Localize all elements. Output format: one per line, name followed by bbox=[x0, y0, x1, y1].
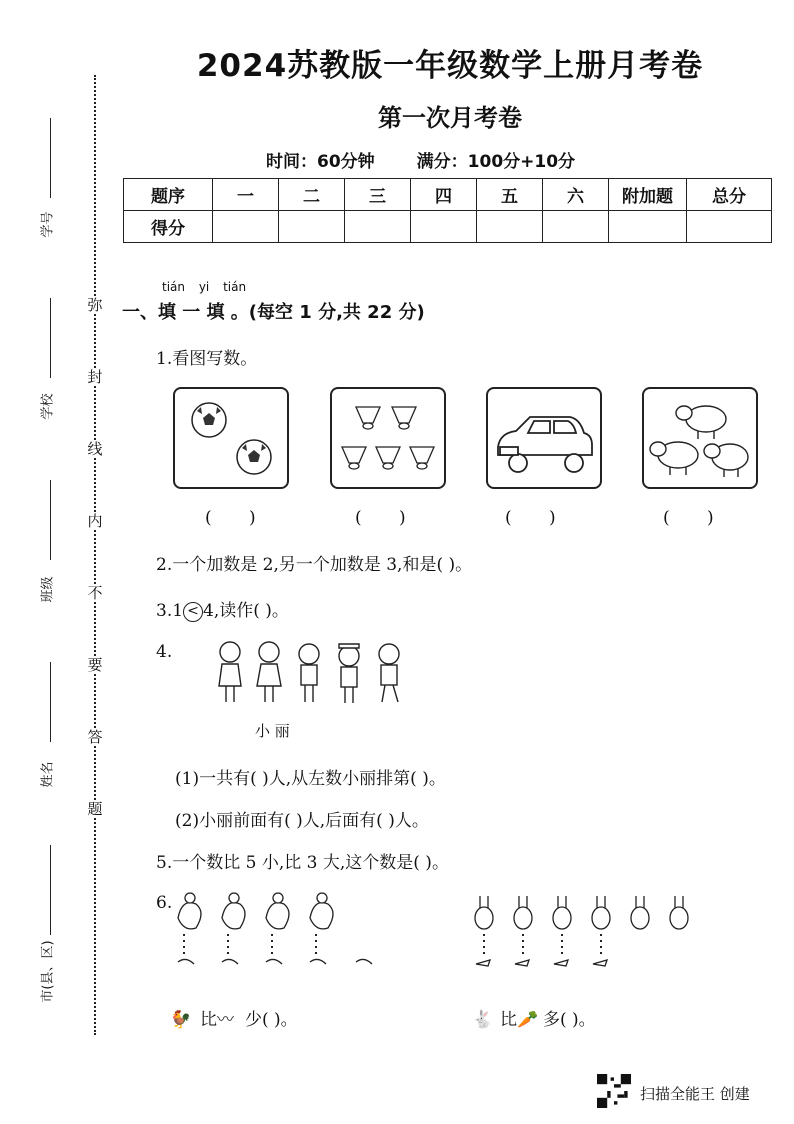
shuttlecock-icon bbox=[332, 389, 444, 487]
xiaoli-label: 小 丽 bbox=[255, 722, 290, 740]
score-input-cell[interactable] bbox=[213, 211, 279, 243]
score-input-cell[interactable] bbox=[279, 211, 345, 243]
section-pinyin: tián yi tián bbox=[162, 280, 247, 294]
picture-box-sheep bbox=[642, 387, 758, 489]
field-line-name bbox=[50, 662, 51, 742]
page-subtitle: 第一次月考卷 bbox=[378, 104, 522, 132]
field-city: 市(县、区) bbox=[40, 940, 56, 1003]
table-cell: 一 bbox=[213, 179, 279, 211]
score-input-cell[interactable] bbox=[411, 211, 477, 243]
worm-small-icon: 〰 bbox=[217, 1010, 234, 1030]
rabbit-icon bbox=[468, 888, 698, 978]
answer-blank[interactable]: ( ) bbox=[205, 508, 272, 528]
table-cell: 二 bbox=[279, 179, 345, 211]
full-score: 满分：100分+10分 bbox=[416, 152, 576, 172]
table-cell: 五 bbox=[477, 179, 543, 211]
q6-left-compare: 比 bbox=[200, 1010, 217, 1030]
table-cell: 得分 bbox=[124, 211, 213, 243]
picture-box-car bbox=[486, 387, 602, 489]
field-line-city bbox=[50, 845, 51, 935]
field-school: 学校 bbox=[40, 393, 56, 420]
rabbit-small-icon: 🐇 bbox=[472, 1010, 494, 1030]
table-cell: 六 bbox=[543, 179, 609, 211]
seal-char: 内 bbox=[87, 512, 103, 530]
question-4-1: (1)一共有( )人,从左数小丽排第( )。 bbox=[175, 769, 446, 789]
question-4-2: (2)小丽前面有( )人,后面有( )人。 bbox=[175, 811, 429, 831]
soccer-ball-icon bbox=[175, 389, 287, 487]
seal-dotted-line bbox=[94, 75, 96, 1035]
answer-blank[interactable]: ( ) bbox=[663, 508, 730, 528]
seal-char: 题 bbox=[87, 800, 103, 818]
seal-char: 封 bbox=[87, 368, 103, 386]
question-6-number: 6. bbox=[156, 893, 173, 913]
rooster-small-icon: 🐓 bbox=[170, 1010, 192, 1030]
q6-right-compare: 比 bbox=[500, 1010, 517, 1030]
less-than-symbol: < bbox=[183, 602, 203, 622]
seal-char: 要 bbox=[87, 656, 103, 674]
scanner-watermark: 扫描全能王 创建 bbox=[640, 1085, 750, 1103]
time-limit: 时间：60分钟 bbox=[266, 152, 375, 172]
section-heading: 一、填 一 填 。(每空 1 分,共 22 分) bbox=[122, 302, 425, 323]
field-name: 姓名 bbox=[40, 761, 56, 788]
table-cell: 四 bbox=[411, 179, 477, 211]
table-score-row bbox=[124, 211, 772, 243]
seal-char: 答 bbox=[87, 728, 103, 746]
seal-char: 线 bbox=[87, 440, 103, 458]
field-line-school bbox=[50, 298, 51, 378]
q6-left-answer: 少( )。 bbox=[245, 1010, 298, 1030]
children-icon bbox=[212, 638, 412, 713]
picture-box-shuttlecocks bbox=[330, 387, 446, 489]
carrot-small-icon: 🥕 bbox=[517, 1010, 539, 1030]
seal-char: 不 bbox=[87, 584, 103, 602]
field-student-id: 学号 bbox=[40, 211, 56, 238]
car-icon bbox=[488, 389, 600, 487]
table-cell: 总分 bbox=[687, 179, 772, 211]
score-input-cell[interactable] bbox=[543, 211, 609, 243]
table-cell: 三 bbox=[345, 179, 411, 211]
question-4-number: 4. bbox=[156, 642, 173, 662]
score-input-cell[interactable] bbox=[345, 211, 411, 243]
q3-suffix: 4,读作( )。 bbox=[203, 601, 289, 621]
table-cell: 附加题 bbox=[609, 179, 687, 211]
field-line-id bbox=[50, 118, 51, 198]
field-line-class bbox=[50, 480, 51, 560]
table-header-row bbox=[124, 179, 772, 211]
answer-blank[interactable]: ( ) bbox=[505, 508, 572, 528]
picture-box-balls bbox=[173, 387, 289, 489]
question-3 bbox=[156, 596, 289, 622]
seal-char: 弥 bbox=[87, 296, 103, 314]
table-cell: 题序 bbox=[124, 179, 213, 211]
qr-code-icon bbox=[597, 1074, 631, 1108]
score-input-cell[interactable] bbox=[687, 211, 772, 243]
score-table bbox=[123, 178, 772, 243]
score-input-cell[interactable] bbox=[609, 211, 687, 243]
page-title: 2024苏教版一年级数学上册月考卷 bbox=[196, 48, 704, 84]
question-1: 1.看图写数。 bbox=[156, 349, 258, 369]
question-5: 5.一个数比 5 小,比 3 大,这个数是( )。 bbox=[156, 853, 449, 873]
score-input-cell[interactable] bbox=[477, 211, 543, 243]
rooster-icon bbox=[170, 888, 390, 978]
question-2: 2.一个加数是 2,另一个加数是 3,和是( )。 bbox=[156, 555, 473, 575]
question-6-right bbox=[472, 1005, 596, 1030]
exam-info bbox=[266, 147, 617, 172]
q3-prefix: 3.1 bbox=[156, 601, 184, 621]
answer-blank[interactable]: ( ) bbox=[355, 508, 422, 528]
sheep-icon bbox=[644, 389, 756, 487]
question-6-left bbox=[170, 1005, 298, 1030]
q6-right-answer: 多( )。 bbox=[543, 1010, 596, 1030]
field-class: 班级 bbox=[40, 576, 56, 603]
